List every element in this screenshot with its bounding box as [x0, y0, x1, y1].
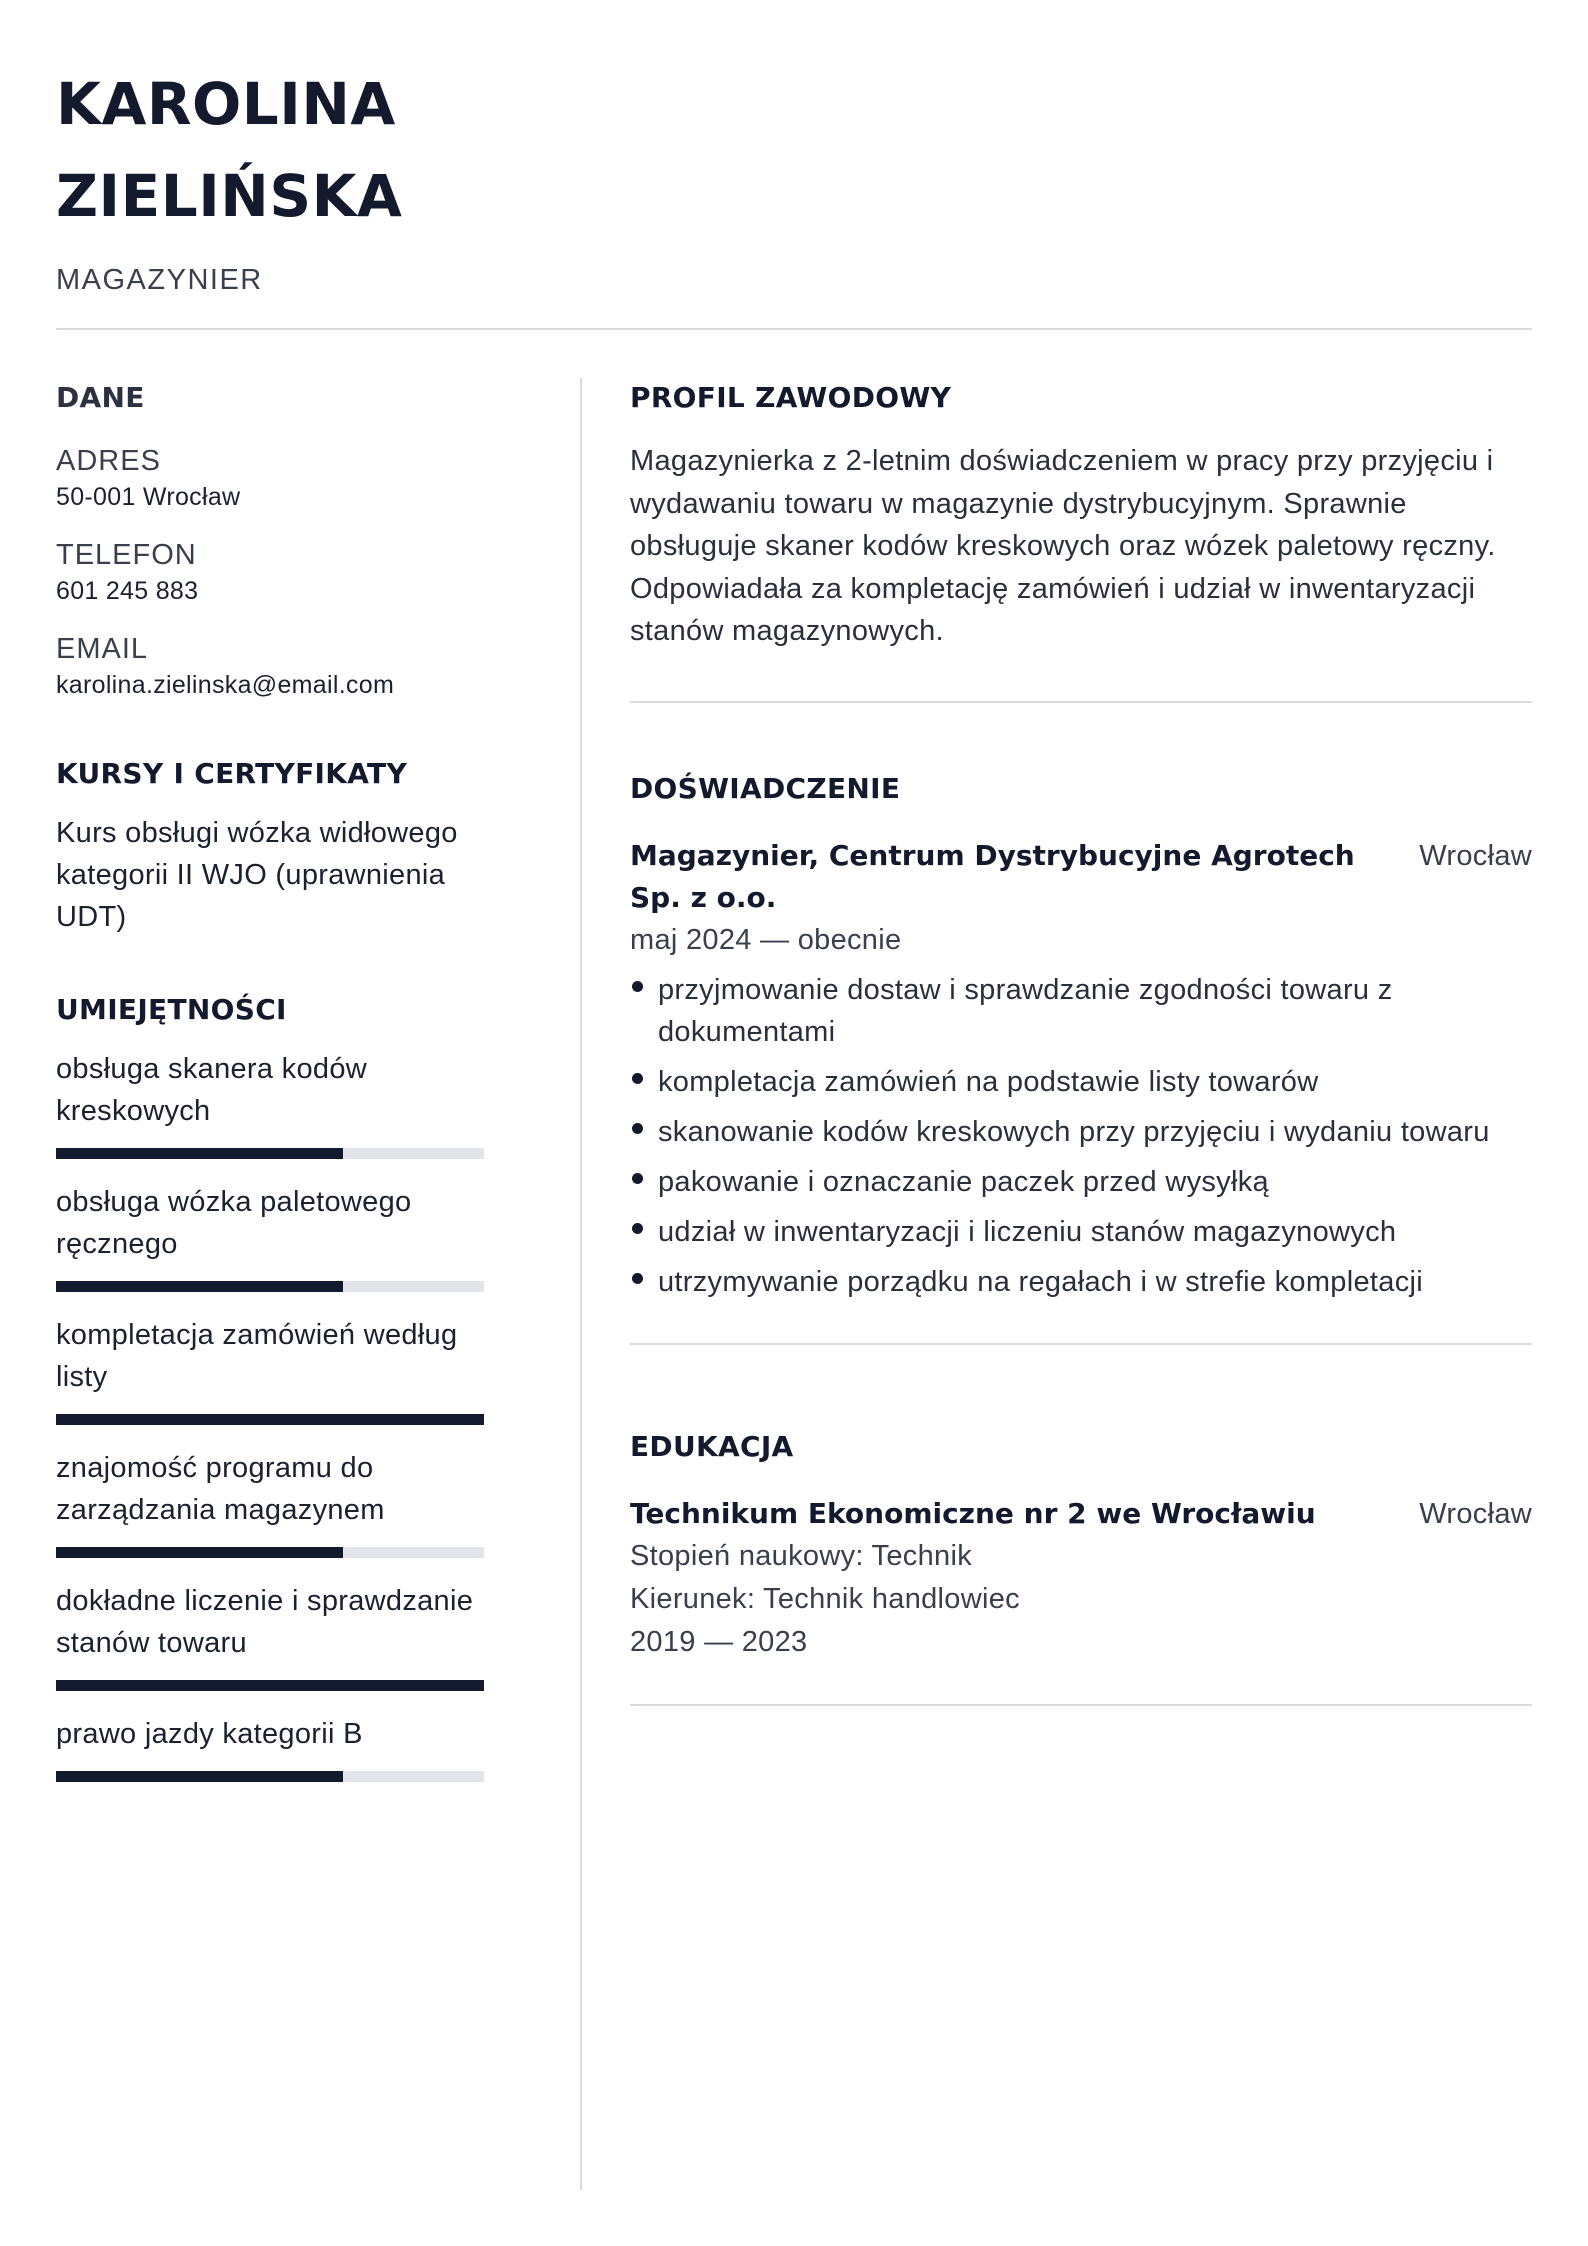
bullet-icon: [632, 1173, 643, 1184]
skill-level-fill: [56, 1680, 484, 1691]
skill-item: [56, 1713, 486, 1782]
address-label: ADRES: [56, 445, 161, 477]
contact-section: [56, 378, 486, 702]
skill-level-bar: [56, 1547, 484, 1558]
duty-item: [630, 969, 1532, 1053]
job-position: Magazynier, Centrum Dystrybucyjne Agrotech Sp. z o.o.: [630, 838, 1355, 914]
bullet-icon: [632, 1123, 643, 1134]
skill-level-fill: [56, 1148, 343, 1159]
duty-item: [630, 1261, 1532, 1303]
profile-section: [630, 378, 1532, 653]
header-divider: [56, 328, 1532, 330]
education-section-title: EDUKACJA: [630, 1429, 794, 1463]
skill-level-bar: [56, 1680, 484, 1691]
education-section: [630, 1427, 1532, 1664]
skills-section-title: UMIEJĘTNOŚCI: [56, 993, 287, 1026]
duty-text: skanowanie kodów kreskowych przy przyjęciu i wydaniu towaru: [658, 1115, 1490, 1148]
skill-name: obsługa skanera kodów kreskowych: [56, 1053, 367, 1127]
bullet-icon: [632, 1273, 643, 1284]
courses-section: [56, 754, 486, 938]
column-divider: [580, 378, 582, 2190]
bullet-icon: [632, 981, 643, 992]
skill-name: obsługa wózka paletowego ręcznego: [56, 1186, 412, 1260]
right-column: [630, 378, 1532, 1706]
job-dates: maj 2024 — obecnie: [630, 923, 902, 956]
skill-name: kompletacja zamówień według listy: [56, 1319, 458, 1393]
field-of-study: Kierunek: Technik handlowiec: [630, 1582, 1020, 1615]
profile-divider: [630, 701, 1532, 703]
experience-divider: [630, 1343, 1532, 1345]
phone-value: 601 245 883: [56, 577, 199, 605]
skill-name: znajomość programu do zarządzania magazynem: [56, 1452, 385, 1526]
left-column: [56, 378, 486, 1782]
skill-name: dokładne liczenie i sprawdzanie stanów towaru: [56, 1585, 474, 1659]
experience-section-title: DOŚWIADCZENIE: [630, 771, 901, 805]
candidate-name: [56, 58, 1532, 242]
skill-item: [56, 1447, 486, 1558]
experience-entry: [630, 835, 1532, 1303]
bullet-icon: [632, 1223, 643, 1234]
duty-item: [630, 1061, 1532, 1103]
duty-item: [630, 1161, 1532, 1203]
course-item: Kurs obsługi wózka widłowego kategorii II WJO (uprawnienia UDT): [56, 817, 458, 933]
phone-label: TELEFON: [56, 539, 197, 571]
duties-list: [630, 969, 1532, 1303]
skill-name: prawo jazdy kategorii B: [56, 1718, 363, 1750]
profile-summary: Magazynierka z 2-letnim doświadczeniem w pracy przy przyjęciu i wydawaniu towaru w magazynie dystrybucyjnym. Sprawnie obsługuje skaner kodów kreskowych oraz wózek paletowy ręczny. Odpowiadała za kompletację zamówień i udział w inwentaryzacji stanów magazynowych.: [630, 445, 1496, 647]
education-entry: [630, 1493, 1532, 1664]
courses-section-title: KURSY I CERTYFIKATY: [56, 757, 408, 790]
skill-item: [56, 1580, 486, 1691]
experience-entry-header: [630, 835, 1532, 919]
job-location: Wrocław: [1419, 839, 1532, 872]
address-block: [56, 442, 486, 514]
education-dates: 2019 — 2023: [630, 1625, 808, 1658]
first-name: KAROLINA: [56, 70, 396, 138]
duty-text: kompletacja zamówień na podstawie listy towarów: [658, 1065, 1319, 1098]
profile-section-title: PROFIL ZAWODOWY: [630, 381, 952, 414]
skill-item: [56, 1314, 486, 1425]
bullet-icon: [632, 1073, 643, 1084]
phone-block: [56, 536, 486, 608]
duty-item: [630, 1211, 1532, 1253]
skills-section: [56, 990, 486, 1782]
skill-item: [56, 1048, 486, 1159]
address-value: 50-001 Wrocław: [56, 483, 241, 511]
duty-text: utrzymywanie porządku na regałach i w strefie kompletacji: [658, 1265, 1423, 1298]
duty-text: przyjmowanie dostaw i sprawdzanie zgodności towaru z dokumentami: [658, 973, 1393, 1048]
skill-level-fill: [56, 1547, 343, 1558]
education-entry-header: [630, 1493, 1532, 1535]
school-location: Wrocław: [1419, 1497, 1532, 1530]
degree: Stopień naukowy: Technik: [630, 1539, 972, 1572]
skill-level-bar: [56, 1771, 484, 1782]
skill-level-bar: [56, 1281, 484, 1292]
email-block: [56, 630, 486, 702]
resume-header: [56, 58, 1532, 297]
duty-text: udział w inwentaryzacji i liczeniu stanów magazynowych: [658, 1215, 1397, 1248]
experience-section: [630, 769, 1532, 1303]
skill-level-fill: [56, 1281, 343, 1292]
skill-item: [56, 1181, 486, 1292]
last-name: ZIELIŃSKA: [56, 162, 403, 230]
duty-item: [630, 1111, 1532, 1153]
skill-level-fill: [56, 1414, 484, 1425]
skill-level-fill: [56, 1771, 343, 1782]
skill-level-bar: [56, 1148, 484, 1159]
school-name: Technikum Ekonomiczne nr 2 we Wrocławiu: [630, 1496, 1316, 1530]
education-divider: [630, 1704, 1532, 1706]
skill-level-bar: [56, 1414, 484, 1425]
duty-text: pakowanie i oznaczanie paczek przed wysyłką: [658, 1165, 1269, 1198]
email-value: karolina.zielinska@email.com: [56, 671, 395, 699]
contact-section-title: DANE: [56, 381, 145, 414]
email-label: EMAIL: [56, 633, 149, 665]
job-title: MAGAZYNIER: [56, 264, 263, 296]
